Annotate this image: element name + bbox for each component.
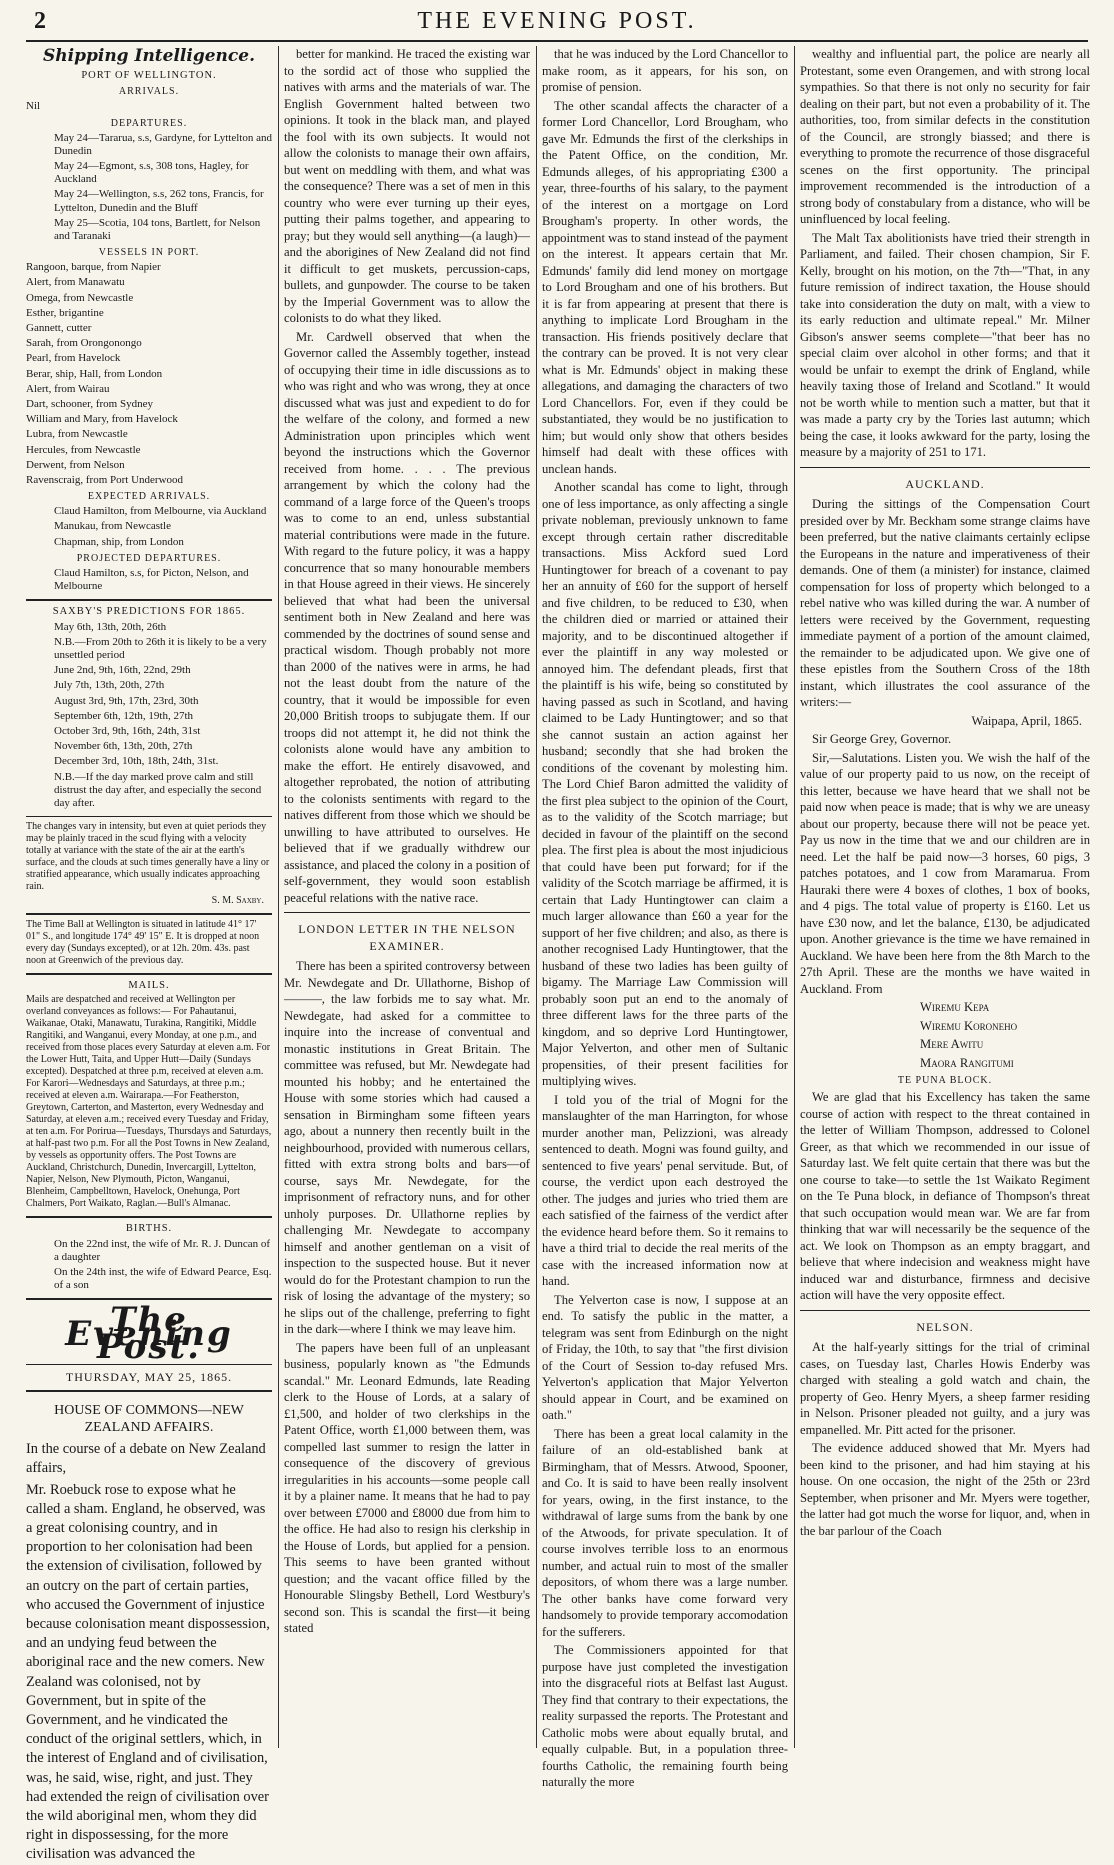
vessel-item: Esther, brigantine — [26, 306, 104, 319]
saxby-list — [26, 621, 272, 811]
departures-list — [26, 132, 272, 244]
saxby-line: October 3rd, 9th, 16th, 24th, 31st — [54, 724, 201, 737]
shipping-title: Shipping Intelligence. — [43, 46, 255, 66]
letter-place: Waipapa, April, 1865. — [971, 713, 1082, 728]
arrivals-title: ARRIVALS. — [118, 86, 180, 98]
hoc-article-continued — [284, 46, 530, 906]
arrivals-text: Nil — [26, 100, 41, 113]
signatory-name: Wiremu Koroneho — [920, 1018, 1018, 1033]
vessel-item: Hercules, from Newcastle — [26, 443, 141, 456]
saxby-line: July 7th, 13th, 20th, 27th — [54, 679, 165, 692]
saxby-line: June 2nd, 9th, 16th, 22nd, 29th — [54, 664, 191, 677]
vessel-item: Pearl, from Havelock — [26, 352, 121, 365]
port-title: PORT OF WELLINGTON. — [81, 70, 217, 82]
saxby-signature: S. M. Saxby. — [211, 895, 264, 907]
vessels-list — [26, 261, 272, 487]
divider — [26, 1216, 272, 1218]
saxby-line: N.B.—From 20th to 26th it is likely to be a very unsettled period — [54, 635, 267, 661]
column-1 — [26, 46, 272, 1863]
projected-list — [26, 567, 272, 593]
divider — [284, 912, 530, 913]
page-header — [26, 6, 1088, 42]
column-rule — [794, 46, 795, 1748]
divider — [26, 816, 272, 817]
auckland-article — [800, 496, 1090, 711]
divider — [26, 973, 272, 975]
article-paragraph: The papers have been full of an unpleasant business, popularly known as "the Edmunds scandal." Mr. Leonard Edmunds, late Reading clerk to the House of Lords, at a salary of £1,500, and holder of two clerkships in the Patent Office, worth £1,000 between them, was compelled last summer to resign the latter in consequence of the discovery of grevious irregularities in his accounts—some people call it by a plainer name. It means that he had to pay over between £7000 and £8000 due from him to the office. He had also to resign his clerkship in the House of Lords, but applied for a pension. This seems to have been granted without question; and the vacant office filled by the Honourable Slingsby Bethell, Lord Westbury's second son. This is scandal the first—it being stated — [284, 1340, 530, 1635]
saxby-line: December 3rd, 10th, 18th, 24th, 31st. — [54, 755, 219, 768]
column-3 — [542, 46, 788, 1789]
saxby-line: N.B.—If the day marked prove calm and still distrust the day after, and especially the second day after. — [54, 770, 262, 809]
auckland-title: AUCKLAND. — [905, 476, 985, 491]
vessels-title: VESSELS IN PORT. — [98, 247, 200, 259]
birth-item: On the 24th inst, the wife of Edward Pearce, Esq. of a son — [54, 1265, 272, 1292]
signatories — [800, 999, 1090, 1071]
article-paragraph: During the sittings of the Compensation Court presided over by Mr. Beckham some strange claims have been preferred, but the native claimants certainly eclipse the Europeans in the nature and imperativeness of their demands. One of them (a minister) for instance, claimed compensation for loss of property which belonged to a rebel native who was killed during the war. A number of letters were received by the Government, requesting immediate payment of a portion of the amount claimed, the remainder to be adjudicated upon. We give one of these epistles from the Southern Cross of the 18th instant, which illustrates the cool assurance of the writers:— — [800, 497, 1090, 709]
saxby-line: May 6th, 13th, 20th, 26th — [54, 620, 167, 633]
departure-item: May 24—Tararua, s.s, Gardyne, for Lyttelton and Dunedin — [54, 131, 272, 157]
article-paragraph: The Malt Tax abolitionists have tried their strength in Parliament, and failed. Their chosen champion, Sir F. Kelly, brought on his motion, on the 7th—"That, in any future remission of indirect taxation, the House should take into consideration the duty on malt, with a view to its early reduction and ultimate repeal." Mr. Milner Gibson's answer seems complete—"that beer has no special claim over alcohol in other forms; and that it would be unfair to exempt the drink of England, while heavily taxing those of Ireland and Scotland." It would not be worth while to mention such a matter, but that it was made a party cry by the Tories last autumn; which being the case, it looks awkward for the party, losing the measure by a majority of 251 to 171. — [800, 230, 1090, 459]
expected-title: EXPECTED ARRIVALS. — [87, 491, 211, 503]
mails-title: MAILS. — [128, 980, 170, 992]
saxby-note: The changes vary in intensity, but even at quiet periods they may be plainly traced in the scud flying with a velocity totally at variance with the state of the air at the earth's surface, and the clouds at such times generally have a liny or stratified appearance, which usually indicates approaching rain. — [26, 821, 270, 893]
hoc-title: HOUSE OF COMMONS—NEW ZEALAND AFFAIRS. — [54, 1403, 244, 1436]
departures-title: DEPARTURES. — [110, 117, 188, 129]
london-letter-end — [800, 46, 1090, 461]
article-paragraph: that he was induced by the Lord Chancellor to make room, as it appears, for his son, on promise of pension. — [542, 47, 788, 94]
divider — [26, 1390, 272, 1392]
article-paragraph: The Commissioners appointed for that purpose have just completed the investigation into the disgraceful riots at Belfast last August. They find that contrary to their expectations, the reality surpassed the reports. The Protestant and Catholic mobs were about equally brutal, and equally culpable. But, in a population three-fourths Catholic, the remaining fourth being naturally the more — [542, 1643, 788, 1789]
article-paragraph: The evidence adduced showed that Mr. Myers had been kind to the prisoner, and had him staying at his house. On one occasion, the night of the 25th or 23rd September, when prisoner and Mr. Myers were together, the latter had got much the worse for liquor, and, when in the bar parlour of the Coach — [800, 1441, 1090, 1538]
article-paragraph: The Yelverton case is now, I suppose at an end. To satisfy the public in the matter, a telegram was sent from Edinburgh on the night of Friday, the 10th, to say that "the first division of the Court of Session to-day refused Mrs. Yelverton's application that Major Yelverton should appear in Court, and be examined on oath." — [542, 1292, 788, 1422]
expected-item: Claud Hamilton, from Melbourne, via Auckland — [54, 505, 267, 518]
expected-list — [26, 505, 272, 549]
vessel-item: Derwent, from Nelson — [26, 458, 125, 471]
column-2 — [284, 46, 530, 1748]
vessel-item: Alert, from Wairau — [26, 382, 110, 395]
london-letter — [284, 958, 530, 1637]
column-4 — [800, 46, 1090, 1748]
article-paragraph: I told you of the trial of Mogni for the manslaughter of the man Harrington, for whose murder another man, Pelizzioni, was already sentenced to death. Mogni was found guilty, and sentenced to five years' penal servitude. But, of course, the verdict upon each destroyed the other. The judges and juries who tried them are each satisfied of the fairness of the verdict after the evidence heard before them. So it remains to have a third trial to decide the real merits of the case with the increased information now at hand. — [542, 1092, 788, 1288]
divider — [26, 913, 272, 915]
vessel-item: Omega, from Newcastle — [26, 291, 134, 304]
article-paragraph: better for mankind. He traced the existing war to the sordid act of those who supplied the natives with arms and the materials of war. The English Government halted between two opinions. It took in the black man, and played the fool with its own subjects. It would not allow the colonists to manage their own affairs, but went on meddling with them, and what was the consequence? There was a set of men in this country who were ever turning up their eyes, putting their palms together, and appearing to pray; but they would sell anything—(a laugh)—and the aborigines of New Zealand did not find it difficult to get muskets, percussion-caps, bullets, and gunpowder. The course to be taken by the Imperial Government was to allow the colonists to do what they liked. — [284, 47, 530, 325]
vessel-item: Berar, ship, Hall, from London — [26, 367, 163, 380]
article-paragraph: At the half-yearly sittings for the trial of criminal cases, on Tuesday last, Charles Howis Enderby was charged with stealing a gold watch and chain, the property of Geo. Henry Myers, a sheep farmer residing in Nelson. Prisoner pleaded not guilty, and a jury was empanelled. Mr. Pitt acted for the prisoner. — [800, 1340, 1090, 1437]
te-puna-title: TE PUNA BLOCK. — [897, 1075, 993, 1086]
projected-title: PROJECTED DEPARTURES. — [76, 552, 222, 564]
nelson-article — [800, 1339, 1090, 1539]
divider — [800, 467, 1090, 468]
article-paragraph: There has been a spirited controversy between Mr. Newdegate and Dr. Ullathorne, Bishop of ———, the law forbids me to say what. Mr. Newdegate, had asked for a committee to inquire into the increase of conventual and monastic institutions in Great Britain. The committee was refused, but Mr. Newdegate had mounted his hobby; and he entertained the House with some stories which had caused a sensation in Birmingham some fifteen years ago, about a nunnery then recently built in the neighbourhood, provided with numerous cellars, fitted with extra strong bolts and bars—of course, says Mr. Newdegate, for the imprisonment of refractory nuns, and for other unholy purposes. Dr. Ullathorne replies by challenging Mr. Newdegate to accompany himself and another gentleman on a visit of inspection to the suspected house. But it never would do for the Protestant champion to run the risk of losing the advantage of the mystery; so he slips out of the challenge, preferring to fight in the dark—where I think we may leave him. — [284, 959, 530, 1336]
divider — [26, 599, 272, 601]
column-rule — [278, 46, 279, 1748]
departure-item: May 25—Scotia, 104 tons, Bartlett, for Nelson and Taranaki — [54, 216, 261, 243]
letter-to: Sir George Grey, Governor. — [812, 732, 952, 746]
london-letter-continued — [542, 46, 788, 1791]
article-paragraph: Mr. Cardwell observed that when the Governor called the Assembly together, instead of occupying their time in idle discussions as to who was right and who was wrong, they at once discussed what was just and expedient to do for the welfare of the colony, and formed a new Administration upon principles which went beyond the instructions which the Governor received from home. . . . The previous arrangement by which the colony had the command of a large force of the Queen's troops was to come to an end, unless substantial material contributions were made in the future. With regard to the future policy, it was a happy concurrence that so many honourable members in that House agreed in their views. He sincerely believed that what had been the universal sentiment both in New Zealand and here was commended by the doctrines of sound sense and practical wisdom. Though probably not more than 2000 of the natives were in arms, he had not the least doubt from the nature of the country, that it would be impossible for even 20,000 British troops to subjugate them. If our troops did not attempt it, he did not think the colonists alone would have any ambition to make the effort. He entirely disavowed, and altogether reprobated, the notion of attributing to the colonists sentiments with regard to the natives different from those which we should be unwilling to have attributed to ourselves. He believed that if we gradually withdrew our assistance, and placed the colony in a position of self-government, they would soon establish peaceful relations with the native race. — [284, 329, 530, 905]
hoc-paragraph: In the course of a debate on New Zealand affairs, — [26, 1441, 266, 1477]
vessel-item: Dart, schooner, from Sydney — [26, 398, 153, 411]
hoc-paragraph: Mr. Roebuck rose to expose what he called a sham. England, he observed, was a great colonising country, and in proportion to her colonisation had been the extension of civilisation, followed by an outcry on the part of certain parties, who accused the Government of injustice because colonisation meant dispossession, and an undying feud between the aboriginal race and the new comers. New Zealand was colonised, not by Government, but in spite of the Government, and he vindicated the conduct of the original settlers, which, in the interest of England and of civilisation, was, he said, wise, right, and just. They had extended the reign of civilisation over the wild aboriginal men, whom they did right in dispossessing, for the more civilisation was advanced the — [26, 1481, 270, 1863]
article-paragraph: wealthy and influential part, the police are nearly all Protestant, some even Orangemen, and with strong local sympathies. So that there is not only no security for fair dealing on their part, but not even a probability of it. The authorities, too, from similar defects in the constitution of the Council, are strongly biassed; and there is everything to promote the recurrence of those disgraceful scenes on the first opportunity. The principal improvement recommended is the introduction of a strong body of constabulary from a distance, who will be uninfluenced by local feeling. — [800, 47, 1090, 226]
saxby-line: August 3rd, 9th, 17th, 23rd, 30th — [54, 694, 199, 707]
hoc-article — [26, 1440, 272, 1864]
births-title: BIRTHS. — [125, 1223, 173, 1235]
expected-item: Manukau, from Newcastle — [54, 520, 171, 533]
birth-item: On the 22nd inst, the wife of Mr. R. J. Duncan of a daughter — [54, 1237, 270, 1263]
births-list — [26, 1238, 272, 1293]
signatory-name: Mere Awitu — [920, 1037, 984, 1051]
mails-text: Mails are despatched and received at Wellington per overland conveyances as follows:— For Pahautanui, Waikanae, Otaki, Manawatu, Turakina, Rangitiki, Middle Rangitiki, and Wanganui, every Monday, at one p.m., and received from those places every Saturday at eleven a.m. For the Lower Hutt, Taita, and Upper Hutt—Daily (Sundays excepted). Despatched at three p.m, received at eleven a.m. For Karori—Wednesdays and Saturdays, at three p.m.; received at eleven a.m. Wairarapa.—For Featherston, Greytown, Carterton, and Masterton, every Wednesday and Saturday, at eleven a.m.; received every Tuesday and Friday, at ten a.m. For Porirua—Tuesdays, Thursdays and Saturdays, at half-past two p.m. For all the Post Towns in New Zealand, by vessels as opportunity offers. The Post Towns are Auckland, Christchurch, Dunedin, Invercargill, Lyttelton, Napier, Nelson, New Plymouth, Picton, Wanganui, Blenheim, Campbelltown, Havelock, Onehunga, Port Chalmers, Port Waikato, Raglan.—Bull's Almanac. — [26, 994, 272, 1210]
saxby-line: November 6th, 13th, 20th, 27th — [54, 740, 193, 753]
vessel-item: Rangoon, barque, from Napier — [26, 261, 161, 274]
expected-item: Chapman, ship, from London — [54, 535, 184, 548]
departure-item: May 24—Egmont, s.s, 308 tons, Hagley, for Auckland — [54, 160, 249, 186]
article-paragraph: Another scandal has come to light, through one of less importance, as only affecting a single private nobleman, previously unknown to fame except through certain rather discreditable transactions. Miss Ackford sued Lord Huntingtower for breach of a covenant to pay her an annuity of £60 for the support of herself and five children, to be reduced to £30, when the children died or married or attained their majority, and to be discontinued altogether if ever the plaintiff in any way molested or annoyed him. The defendant pleads, first that the plaintiff is his wife, being so constituted by having passed as such in Scotland, and having claimed to be Lady Huntingtower; and so that she cannot sustain an action against her husband; secondly that she had broken the conditions of the covenant by molesting him. The Lord Chief Baron admitted the validity of the first plea subject to the opinion of the Court, as to the validity of the Scotch marriage; but decided in favour of the plaintiff on the second plea. The first plea is about the most injudicious that could have been put forward; for if the validity of the Scotch marriage be affirmed, it is certain that Lady Huntingtower can claim a much larger allowance than £60 a year for the support of her five children; and also, as there is another recognised Lady Huntingtower, that the husband of these two ladies has been guilty of bigamy. The Marriage Law Commission will probably soon put an end to the anomaly of three different laws for the three parts of the kingdom, and so deprive Lord Huntingtower, Major Yelverton, and other men of Sultanic propensities, of their present facilities for multiplying wives. — [542, 480, 788, 1088]
page-number: 2 — [34, 8, 46, 34]
departure-item: May 24—Wellington, s.s, 262 tons, Francis, for Lyttelton, Dunedin and the Bluff — [54, 188, 264, 214]
timeball-text: The Time Ball at Wellington is situated in latitude 41° 17' 01" S., and longitude 174° 49' 15" E. It is dropped at noon every day (Sundays excepted), or at 12h. 20m. 43s. past noon at Greenwich of the previous day. — [26, 919, 260, 967]
dateline: THURSDAY, MAY 25, 1865. — [65, 1369, 233, 1384]
vessel-item: Ravenscraig, from Port Underwood — [26, 474, 184, 487]
saxby-line: September 6th, 12th, 19th, 27th — [54, 709, 194, 722]
columns — [26, 46, 1090, 1863]
projected-item: Claud Hamilton, s.s, for Picton, Nelson, and Melbourne — [54, 566, 249, 593]
article-paragraph: The other scandal affects the character of a former Lord Chancellor, Lord Brougham, who gave Mr. Edmunds the first of the clerkships in the Patent Office, on the condition, Mr. Edmunds alleges, of his appropriating £300 a year, three-fourths of his salary, to the payment of the interest on a mortgage on Lord Brougham's property. In other words, the appointment was to stand instead of the payment on the interest. It appears certain that Mr. Edmunds' family did lend money on mortgage to Lord Brougham and one of his brothers. But it is far from appearing at present that there is anything to implicate Lord Brougham in the transaction. His friends positively declare that the contrary can be proved. It is not very clear what is Mr. Edmunds' object in making these allegations, and damaging the characters of two Lord Chancellors. For, even if they could be substantiated, they would be no justification to him; but would only show that others besides himself had dealt with these offices with unclean hands. — [542, 98, 788, 476]
masthead: THE EVENING POST. — [417, 8, 697, 34]
vessel-item: Gannett, cutter — [26, 322, 92, 335]
nelson-title: NELSON. — [916, 1319, 974, 1334]
signatory-name: Wiremu Kepa — [920, 1000, 990, 1014]
saxby-title: SAXBY'S PREDICTIONS FOR 1865. — [52, 606, 246, 618]
vessel-item: William and Mary, from Havelock — [26, 413, 178, 426]
column-rule — [536, 46, 537, 1748]
letter-body: Sir,—Salutations. Listen you. We wish the half of the value of our property paid to us now, on the receipt of this letter, because we have heard that we shall not be paid now when peace is made; that is why we are uneasy about our property, because there will not be peace yet. Pay us now in the time that we and our children are in need. Let the half be paid now—3 horses, 60 pigs, 3 patches potatoes, and 1 cow from Maramarua. From Hauraki there were 4 boxes of clothes, 1 box of books, and 4 pigs. The total value of property is £160. Let us have £30 now, and let the balance, £130, be adjudicated upon. Another grievance is the time we have remained in Auckland. We have been here from the 8th March to the 27th April. These are the months we have waited in Auckland. From — [800, 750, 1090, 996]
vessel-item: Sarah, from Orongonongo — [26, 337, 142, 350]
divider — [800, 1310, 1090, 1311]
vessel-item: Lubra, from Newcastle — [26, 428, 128, 441]
te-puna-text: We are glad that his Excellency has taken the same course of action with respect to the threat contained in the letter of William Thompson, addressed to Colonel Greer, as that which we recommended in our issue of Saturday last. We felt quite certain that there was but the one course to take—to settle the 1st Waikato Regiment on the Te Puna block, in defiance of Thompson's threat that such occupation would mean war. We are far from thinking that war will necessarily be the sequence of the act. We look on Thompson as an empty braggart, and believe that where indecision and weakness might have induced war and disturbance, firmness and decisive action will have the very opposite effect. — [800, 1090, 1090, 1302]
signatory-name: Maora Rangitumi — [920, 1055, 1014, 1070]
vessel-item: Alert, from Manawatu — [26, 276, 125, 289]
paper-title: The Evening Post. — [65, 1300, 233, 1367]
london-letter-title: LONDON LETTER IN THE NELSON EXAMINER. — [298, 922, 516, 953]
article-paragraph: There has been a great local calamity in the failure of an old-established bank at Birmingham, that of Messrs. Atwood, Spooner, and Co. It is said to have been really insolvent for years, owing, in the first instance, to the withdrawal of large sums from the bank by one of the Atwoods, for private speculation. It of course involves terrible loss to an enormous number, and actual ruin to most of the smaller depositors, of whom there was a large number. The other banks have come forward very handsomely to provide temporary accomodation for the sufferers. — [542, 1426, 788, 1639]
